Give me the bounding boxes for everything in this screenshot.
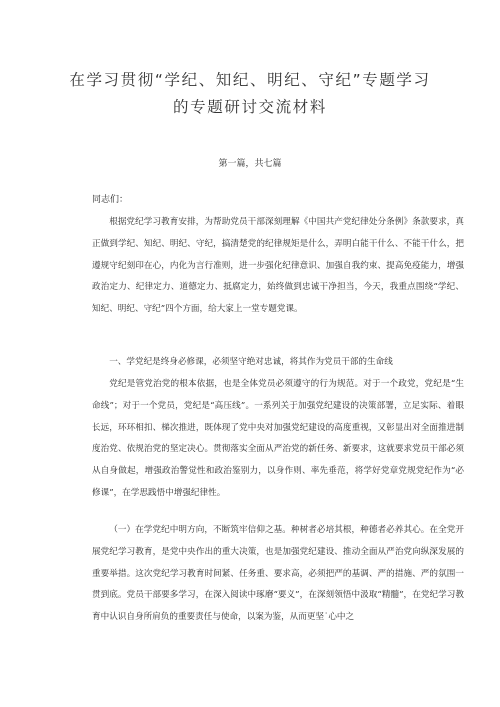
paragraph-section-1: 党纪是管党治党的根本依据，也是全体党员必须遵守的行为规范。对于一个政党，党纪是“生命线”；对于一个党员，党纪是“高压线”。一系列关于加强党纪建设的决策部署，立足实际、着眼长远，环环相扣、梯次推进，既体现了党中央对加强党纪建设的高度重视，又彰显出对全面推进制度治党、依规治党的坚定决心。贯彻落实全面从严治党的新任务、新要求，这就要求党员干部必须从自身做起，增强政治警觉性和政治鉴别力，以身作则、率先垂范，将学好党章党规党纪作为“必修课”，在学思践悟中增强纪律性。 [92,379,464,498]
paragraph-intro: 根据党纪学习教育安排，为帮助党员干部深刻理解《中国共产党纪律处分条例》条款要求，真正做到学纪、知纪、明纪、守纪，搞清楚党的纪律规矩是什么，弄明白能干什么、不能干什么，把遵规守纪刻印在心，内化为言行准则，进一步强化纪律意识、加强自我约束、提高免疫能力，增强政治定力、纪律定力、道德定力、抵腐定力，始终做到忠诚干净担当，今天，我重点围绕“学纪、知纪、明纪、守纪”四个方面，给大家上一堂专题党课。 [92,217,464,315]
greeting: 同志们： [92,195,129,205]
document-title-line-1: 在学习贯彻“学纪、知纪、明纪、守纪”专题学习 [69,71,431,89]
paragraph-subsection-1: （一）在学党纪中明方向，不断筑牢信仰之基。种树者必培其根，种德者必养其心。在全党开展党纪学习教育，是党中央作出的重大决策，也是加强党纪建设、推动全面从严治党向纵深发展的重要举措。这次党纪学习教育时间紧、任务重、要求高，必须把严的基调、严的措施、严的氛围一贯到底。党员干部要多学习，在深入阅读中琢磨“要义”，在深刻领悟中汲取“精髓”，在党纪学习教育中认识自身所肩负的重要责任与使命，以案为鉴，从而更坚˙心中之 [92,525,464,623]
document-subtitle: 第一篇，共七篇 [218,159,282,169]
document-title-line-2: 的专题研讨交流材料 [173,98,327,116]
section-heading-1: 一、学党纪是终身必修课，必须坚守绝对忠诚，将其作为党员干部的生命线 [109,357,393,367]
